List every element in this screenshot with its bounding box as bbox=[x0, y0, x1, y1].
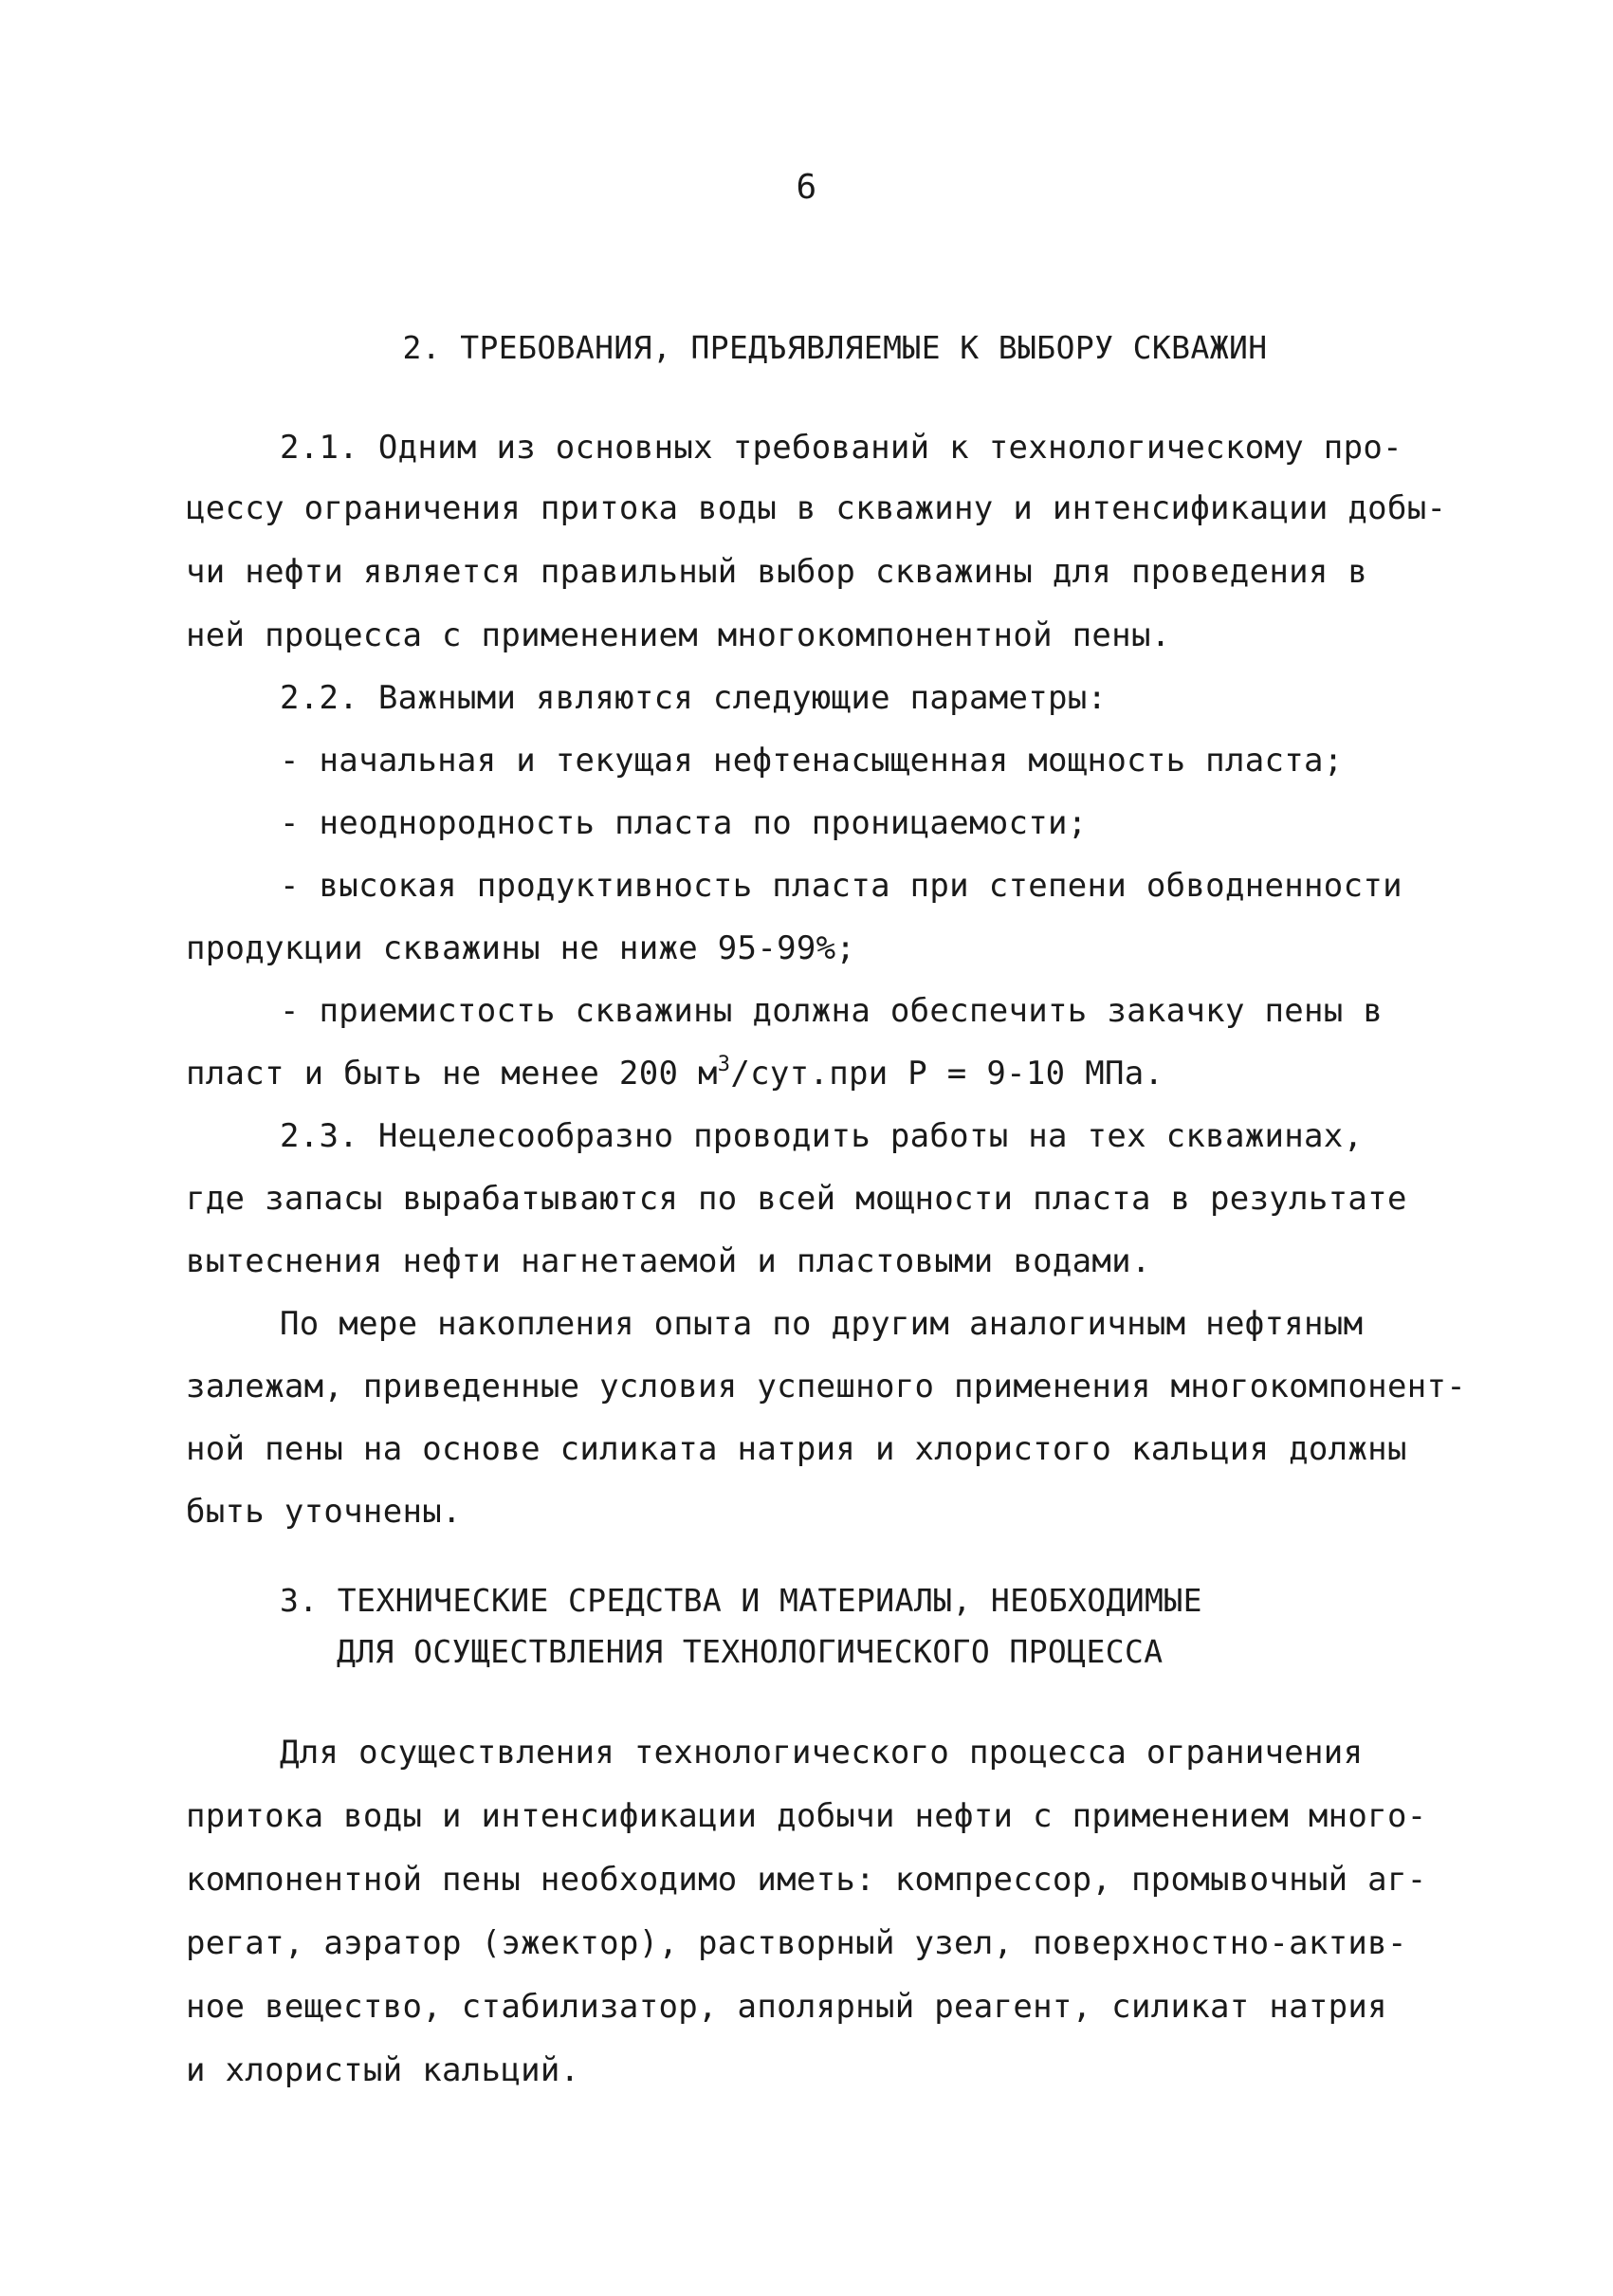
section-3-body-line-4: регат, аэратор (эжектор), растворный узел, поверхностно-актив- bbox=[186, 1924, 1407, 1962]
section-3-body-line-6: и хлористый кальций. bbox=[186, 2051, 580, 2089]
section-3-heading-line-1: 3. ТЕХНИЧЕСКИЕ СРЕДСТВА И МАТЕРИАЛЫ, НЕОБХОДИМЫЕ bbox=[280, 1582, 1202, 1619]
list-item-3-line-2: продукции скважины не ниже 95-99%; bbox=[186, 929, 856, 967]
para-2-2: 2.2. Важными являются следующие параметры: bbox=[280, 679, 1108, 717]
list-item-2: - неоднородность пласта по проницаемости; bbox=[280, 804, 1088, 842]
section-3-body-line-3: компонентной пены необходимо иметь: компрессор, промывочный аг- bbox=[186, 1861, 1427, 1899]
para-2-3-line-2: где запасы вырабатываются по всей мощности пласта в результате bbox=[186, 1180, 1407, 1218]
list-item-1: - начальная и текущая нефтенасыщенная мощность пласта; bbox=[280, 742, 1344, 780]
para-2-1-line-2: цессу ограничения притока воды в скважину и интенсификации добы- bbox=[186, 489, 1447, 527]
para-experience-line-2: залежам, приведенные условия успешного применения многокомпонент- bbox=[186, 1368, 1467, 1405]
section-3-heading-line-2: ДЛЯ ОСУЩЕСТВЛЕНИЯ ТЕХНОЛОГИЧЕСКОГО ПРОЦЕССА bbox=[337, 1633, 1164, 1670]
para-2-1-line-3: чи нефти является правильный выбор скважины для проведения в bbox=[186, 553, 1368, 591]
injectivity-unit-text: /сут.при Р = 9-10 МПа. bbox=[730, 1055, 1164, 1093]
section-2-heading: 2. ТРЕБОВАНИЯ, ПРЕДЪЯВЛЯЕМЫЕ К ВЫБОРУ СКВАЖИН bbox=[402, 329, 1268, 366]
para-experience-line-1: По мере накопления опыта по другим аналогичным нефтяным bbox=[280, 1305, 1364, 1343]
cubic-superscript: 3 bbox=[717, 1053, 731, 1076]
list-item-4-line-2 bbox=[186, 1055, 1164, 1093]
para-2-3-line-3: вытеснения нефти нагнетаемой и пластовыми водами. bbox=[186, 1242, 1151, 1280]
para-experience-line-3: ной пены на основе силиката натрия и хлористого кальция должны bbox=[186, 1430, 1407, 1468]
list-item-3-line-1: - высокая продуктивность пласта при степени обводненности bbox=[280, 867, 1402, 905]
para-2-1-line-4: ней процесса с применением многокомпонентной пены. bbox=[186, 616, 1171, 654]
para-2-1-line-1: 2.1. Одним из основных требований к технологическому про- bbox=[280, 429, 1402, 467]
section-3-body-line-5: ное вещество, стабилизатор, аполярный реагент, силикат натрия bbox=[186, 1988, 1387, 2026]
page-number: 6 bbox=[796, 168, 817, 207]
section-3-body-line-2: притока воды и интенсификации добычи нефти с применением много- bbox=[186, 1797, 1427, 1835]
list-item-4-line-1: - приемистость скважины должна обеспечить закачку пены в bbox=[280, 992, 1384, 1030]
para-experience-line-4: быть уточнены. bbox=[186, 1493, 462, 1531]
section-3-body-line-1: Для осуществления технологического процесса ограничения bbox=[280, 1734, 1364, 1772]
injectivity-text: пласт и быть не менее 200 м bbox=[186, 1055, 718, 1093]
para-2-3-line-1: 2.3. Нецелесообразно проводить работы на тех скважинах, bbox=[280, 1117, 1364, 1155]
